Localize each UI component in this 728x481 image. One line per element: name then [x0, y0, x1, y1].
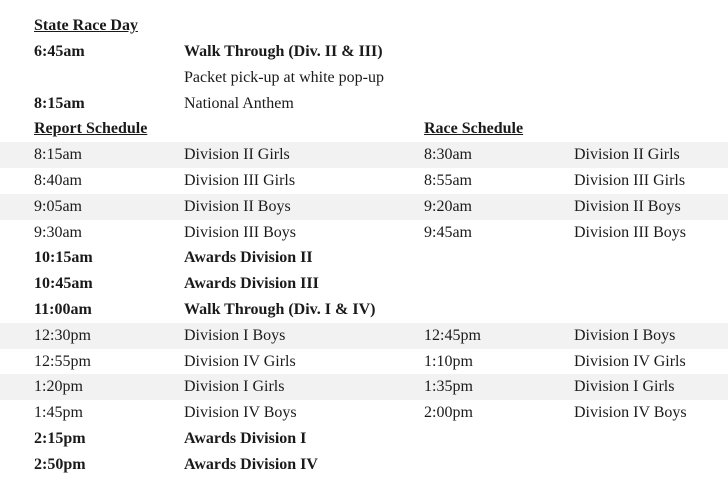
schedule-row — [0, 271, 728, 297]
report-schedule-header: Report Schedule — [34, 120, 148, 138]
race-event: Division II Boys — [574, 197, 681, 215]
race-event: Division III Boys — [574, 223, 686, 241]
intro-time: 6:45am — [34, 43, 85, 60]
section-header-row — [0, 116, 728, 142]
race-event: Division III Girls — [574, 172, 686, 189]
report-time: 2:50pm — [34, 455, 86, 473]
race-time: 1:35pm — [424, 378, 473, 396]
report-event: Division III Girls — [184, 172, 296, 189]
report-time: 8:15am — [34, 146, 82, 164]
race-time: 8:30am — [424, 146, 472, 164]
schedule-row — [0, 142, 728, 168]
report-time: 9:30am — [34, 223, 82, 241]
intro-event: National Anthem — [184, 94, 294, 112]
intro-row — [0, 65, 728, 91]
schedule-row — [0, 245, 728, 271]
intro-time: 8:15am — [34, 94, 85, 112]
report-time: 12:55pm — [34, 352, 91, 370]
report-time: 2:15pm — [34, 430, 86, 447]
report-event: Division II Girls — [184, 146, 290, 164]
schedule-row — [0, 349, 728, 375]
intro-row — [0, 91, 728, 117]
race-time: 1:10pm — [424, 352, 473, 370]
race-event: Division II Girls — [574, 146, 680, 164]
report-time: 10:15am — [34, 249, 93, 267]
report-event: Awards Division I — [184, 430, 307, 447]
report-event: Walk Through (Div. I & IV) — [184, 301, 376, 318]
report-event: Division II Boys — [184, 197, 291, 215]
race-schedule-header: Race Schedule — [424, 120, 524, 138]
race-event: Division I Boys — [574, 326, 676, 344]
race-event: Division I Girls — [574, 378, 675, 396]
report-event: Division I Girls — [184, 378, 285, 396]
schedule-row — [0, 168, 728, 194]
race-time: 9:20am — [424, 197, 472, 215]
report-event: Division IV Girls — [184, 352, 296, 370]
race-event: Division IV Girls — [574, 352, 686, 370]
report-event: Division III Boys — [184, 223, 296, 241]
report-time: 1:20pm — [34, 378, 83, 396]
report-event: Awards Division IV — [184, 455, 318, 473]
report-time: 10:45am — [34, 275, 93, 293]
race-time: 8:55am — [424, 172, 472, 189]
schedule-row — [0, 194, 728, 220]
report-time: 8:40am — [34, 172, 82, 189]
report-time: 9:05am — [34, 197, 82, 215]
heading-row — [0, 13, 728, 39]
schedule-row — [0, 374, 728, 400]
race-time: 2:00pm — [424, 404, 473, 422]
report-event: Awards Division II — [184, 249, 313, 267]
report-event: Division IV Boys — [184, 404, 297, 422]
report-time: 12:30pm — [34, 326, 91, 344]
schedule-row — [0, 400, 728, 426]
schedule-row — [0, 426, 728, 452]
report-event: Awards Division III — [184, 275, 319, 293]
intro-event: Packet pick-up at white pop-up — [184, 68, 384, 86]
intro-row — [0, 39, 728, 65]
race-time: 12:45pm — [424, 326, 481, 344]
race-time: 9:45am — [424, 223, 472, 241]
report-event: Division I Boys — [184, 326, 286, 344]
schedule-row — [0, 297, 728, 323]
page-title: State Race Day — [34, 17, 138, 34]
report-time: 11:00am — [34, 301, 92, 318]
schedule-row — [0, 452, 728, 478]
intro-event: Walk Through (Div. II & III) — [184, 43, 383, 60]
race-event: Division IV Boys — [574, 404, 687, 422]
report-time: 1:45pm — [34, 404, 83, 422]
schedule-row — [0, 323, 728, 349]
schedule-row — [0, 220, 728, 246]
